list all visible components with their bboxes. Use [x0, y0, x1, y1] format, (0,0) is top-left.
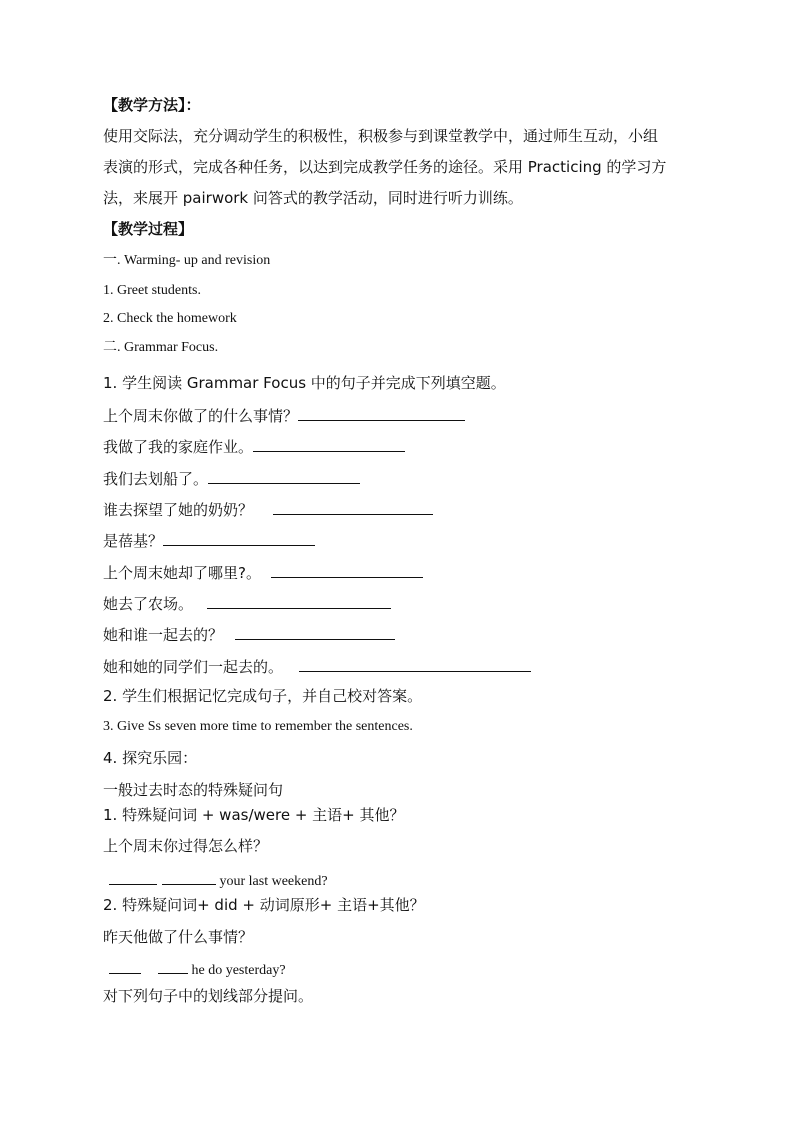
final-instruction: 对下列句子中的划线部分提问。	[103, 987, 314, 1005]
answer-blank[interactable]	[109, 957, 141, 974]
answer-blank[interactable]	[109, 868, 157, 885]
question-row	[103, 467, 360, 489]
question-row	[103, 529, 315, 551]
answer-blank[interactable]	[162, 868, 216, 885]
question-row	[103, 561, 423, 583]
question-row	[103, 655, 531, 677]
step2-item-3: 3. Give Ss seven more time to remember the sentences.	[103, 719, 413, 734]
pattern-2-english	[109, 957, 286, 981]
answer-blank[interactable]	[163, 529, 315, 546]
pattern-1-english	[109, 868, 328, 892]
question-text: 谁去探望了她的奶奶？	[103, 501, 254, 519]
answer-blank[interactable]	[208, 467, 360, 484]
pattern-1: 1. 特殊疑问词 + was/were + 主语+ 其他？	[103, 806, 405, 824]
step2-title: 二. Grammar Focus.	[103, 340, 219, 355]
step1-item-greet: 1. Greet students.	[103, 283, 201, 298]
question-row	[103, 435, 405, 457]
question-text: 我做了我的家庭作业。	[103, 438, 254, 456]
pattern-2: 2. 特殊疑问词+ did + 动词原形+ 主语+其他？	[103, 896, 425, 914]
pattern-2-english-text: he do yesterday?	[188, 963, 286, 978]
teaching-process-heading: 【教学过程】	[103, 220, 194, 238]
question-text: 她和她的同学们一起去的。	[103, 658, 284, 676]
question-text: 上个周末你做了的什么事情？	[103, 407, 299, 425]
answer-blank[interactable]	[235, 623, 395, 640]
question-text: 是蓓基？	[103, 532, 164, 550]
step1-title: 一. Warming- up and revision	[103, 253, 271, 268]
step1-item-homework: 2. Check the homework	[103, 311, 237, 326]
question-row	[103, 404, 465, 426]
question-text: 上个周末她却了哪里?。	[103, 564, 261, 582]
question-row	[103, 592, 391, 614]
pattern-2-chinese: 昨天他做了什么事情？	[103, 928, 254, 946]
methods-paragraph-line-1: 使用交际法，充分调动学生的积极性，积极参与到课堂教学中，通过师生互动，小组	[103, 127, 659, 145]
question-row	[103, 623, 395, 645]
step2-item-2: 2. 学生们根据记忆完成句子，并自己校对答案。	[103, 687, 423, 705]
pattern-1-english-text: your last weekend?	[216, 874, 328, 889]
question-text: 她去了农场。	[103, 595, 194, 613]
answer-blank[interactable]	[298, 404, 465, 421]
question-row	[103, 498, 433, 520]
methods-paragraph-line-3: 法，来展开 pairwork 问答式的教学活动，同时进行听力训练。	[103, 189, 523, 207]
step2-item-4: 4. 探究乐园：	[103, 749, 198, 767]
step2-item-1: 1. 学生阅读 Grammar Focus 中的句子并完成下列填空题。	[103, 374, 506, 392]
answer-blank[interactable]	[299, 655, 531, 672]
answer-blank[interactable]	[207, 592, 391, 609]
methods-paragraph-line-2: 表演的形式，完成各种任务，以达到完成教学任务的途径。采用 Practicing 的学习方	[103, 158, 667, 176]
answer-blank[interactable]	[158, 957, 188, 974]
answer-blank[interactable]	[253, 435, 405, 452]
question-text: 她和谁一起去的？	[103, 626, 224, 644]
answer-blank[interactable]	[273, 498, 433, 515]
question-text: 我们去划船了。	[103, 470, 209, 488]
answer-blank[interactable]	[271, 561, 423, 578]
explore-title: 一般过去时态的特殊疑问句	[103, 781, 284, 799]
pattern-1-chinese: 上个周末你过得怎么样？	[103, 837, 269, 855]
teaching-methods-heading: 【教学方法】：	[103, 96, 201, 114]
